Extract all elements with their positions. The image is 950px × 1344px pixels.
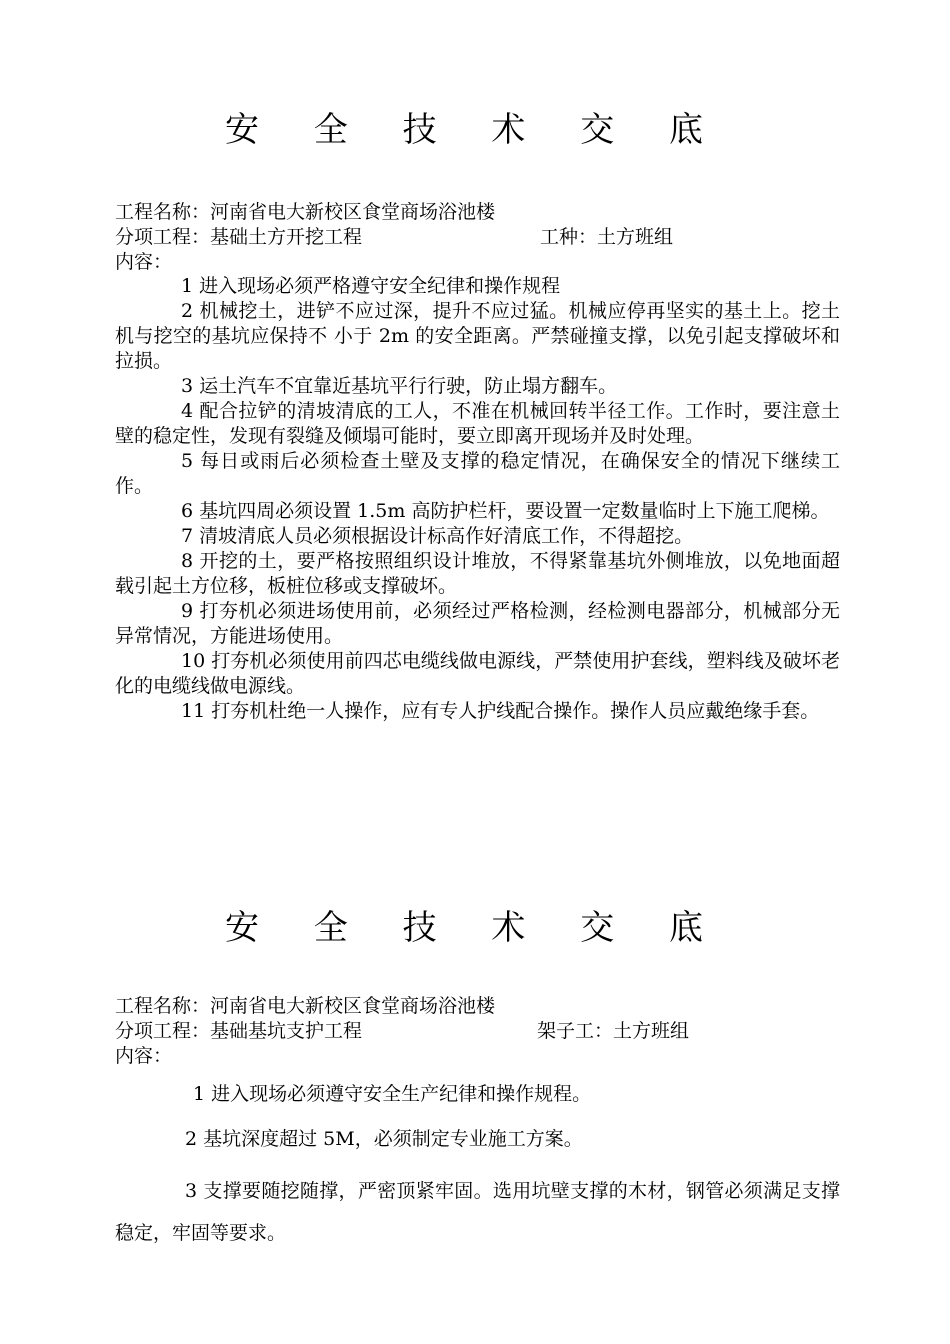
doc2-project-row: [115, 994, 495, 1019]
doc2-sub-name: 基础基坑支护工程: [210, 1020, 363, 1042]
doc1-item-5: 5 每日或雨后必须检查土壁及支撑的稳定情况，在确保安全的情况下继续工作。: [115, 450, 840, 497]
doc1-sub-row: [115, 225, 674, 250]
doc2-trade: [537, 1019, 689, 1044]
doc1-project-row: [115, 200, 495, 225]
doc1-item-10: 10 打夯机必须使用前四芯电缆线做电源线，严禁使用护套线，塑料线及破坏老化的电缆线做电源线。: [115, 650, 840, 697]
doc2-sub-row: [115, 1019, 690, 1044]
doc1-item-7: 7 清坡清底人员必须根据设计标高作好清底工作，不得超挖。: [181, 525, 694, 547]
doc2-item-2: 2 基坑深度超过 5M，必须制定专业施工方案。: [185, 1128, 583, 1150]
doc1-item-4: 4 配合拉铲的清坡清底的工人，不准在机械回转半径工作。工作时，要注意土壁的稳定性，发现有裂缝及倾塌可能时，要立即离开现场并及时处理。: [115, 400, 840, 447]
doc1-sub-label: 分项工程：: [115, 226, 211, 248]
doc2-meta: [115, 994, 690, 1069]
doc1-item-11: 11 打夯机杜绝一人操作，应有专人护线配合操作。操作人员应戴绝缘手套。: [181, 700, 820, 722]
doc1-item-9: 9 打夯机必须进场使用前，必须经过严格检测，经检测电器部分，机械部分无异常情况，方能进场使用。: [115, 600, 840, 647]
doc1-project-name: 河南省电大新校区食堂商场浴池楼: [210, 201, 496, 223]
doc2-content-label: 内容：: [115, 1045, 173, 1067]
doc1-trade-label: 工种：: [540, 226, 598, 248]
doc2-title: 安 全 技 术 交 底: [224, 908, 726, 948]
doc2-item-3: 3 支撑要随挖随撑，严密顶紧牢固。选用坑壁支撑的木材，钢管必须满足支撑稳定，牢固等要求。: [115, 1180, 840, 1244]
doc2-project-label: 工程名称：: [115, 995, 211, 1017]
doc1-meta: [115, 200, 674, 275]
doc1-item-1: 1 进入现场必须严格遵守安全纪律和操作规程: [181, 275, 561, 297]
doc1-sub-name: 基础土方开挖工程: [210, 226, 363, 248]
doc1-project-label: 工程名称：: [115, 201, 211, 223]
doc1-item-2: 2 机械挖土，进铲不应过深，提升不应过猛。机械应停再坚实的基土上。挖土机与挖空的基坑应保持不 小于 2m 的安全距离。严禁碰撞支撑，以免引起支撑破坏和拉损。: [115, 300, 840, 372]
doc1-item-8: 8 开挖的土，要严格按照组织设计堆放，不得紧靠基坑外侧堆放，以免地面超载引起土方位移，板桩位移或支撑破坏。: [115, 550, 840, 597]
doc2-sub-label: 分项工程：: [115, 1020, 211, 1042]
doc1-content-label: 内容：: [115, 251, 173, 273]
doc1-content: [115, 274, 840, 724]
doc2-trade-name: 土方班组: [613, 1020, 690, 1042]
doc1-trade-name: 土方班组: [597, 226, 674, 248]
doc1-trade: [540, 225, 673, 250]
doc2-project-name: 河南省电大新校区食堂商场浴池楼: [210, 995, 496, 1017]
doc1-title: 安 全 技 术 交 底: [224, 110, 726, 150]
doc2-item-1: 1 进入现场必须遵守安全生产纪律和操作规程。: [193, 1083, 592, 1105]
doc1-item-6: 6 基坑四周必须设置 1.5m 高防护栏杆，要设置一定数量临时上下施工爬梯。: [181, 500, 830, 522]
doc2-content: [115, 1080, 840, 1254]
doc1-item-3: 3 运土汽车不宜靠近基坑平行行驶，防止塌方翻车。: [181, 375, 618, 397]
doc2-trade-label: 架子工：: [537, 1020, 614, 1042]
